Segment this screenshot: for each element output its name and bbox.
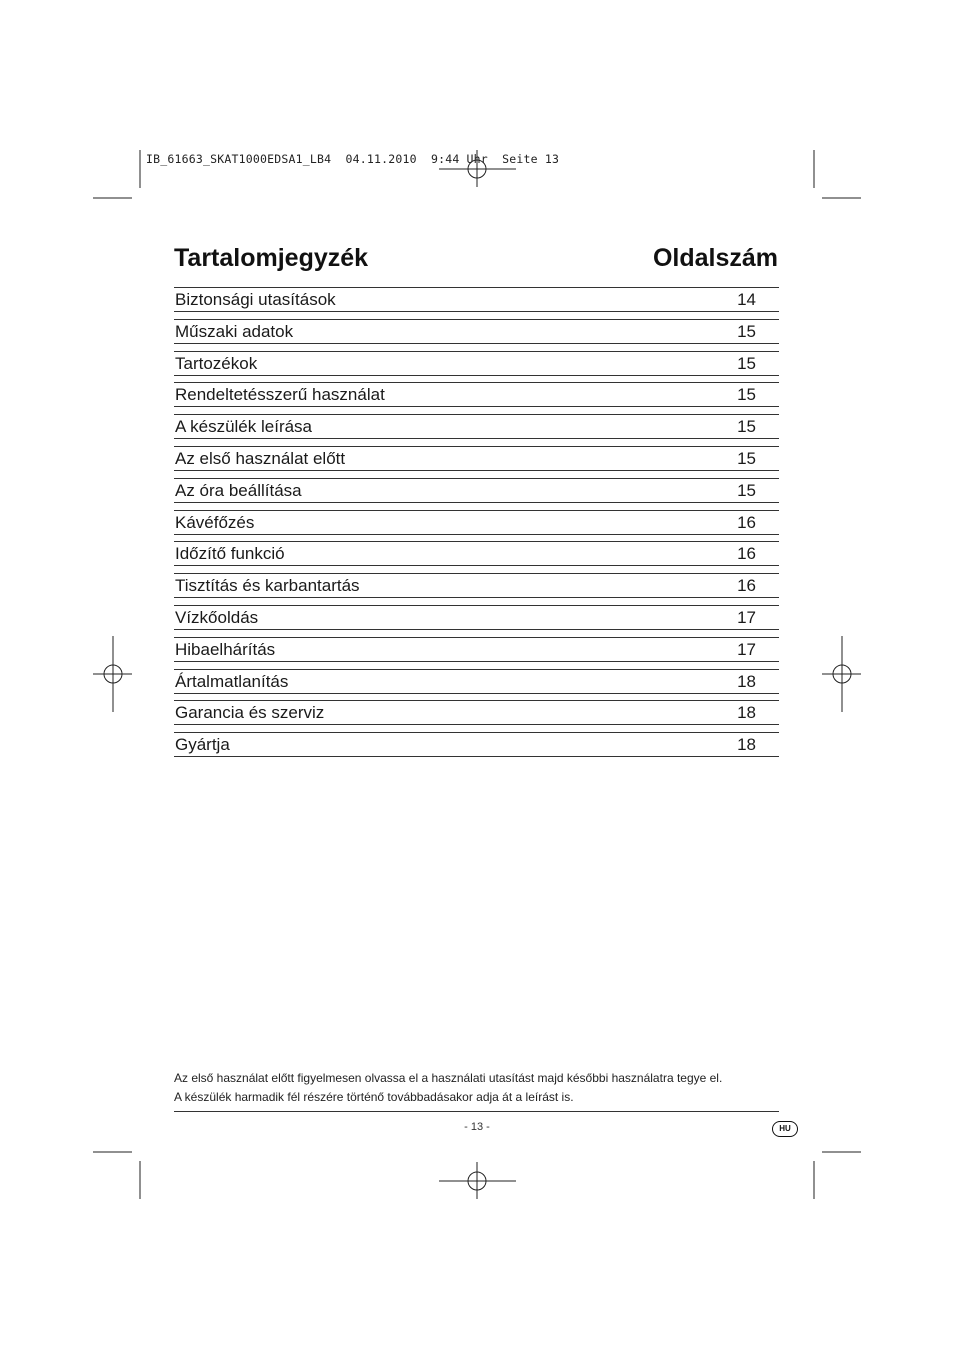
toc-entry-title: Biztonsági utasítások: [175, 290, 336, 309]
toc-entry-page: 18: [737, 703, 756, 723]
toc-entry-title: Vízkőoldás: [175, 607, 259, 627]
toc-entry: [174, 700, 779, 725]
toc-entry-page: 15: [737, 480, 756, 500]
toc-entry: [174, 605, 779, 630]
toc-entry: [174, 414, 779, 439]
toc-entry-page: 14: [737, 290, 756, 309]
toc-entry: [174, 478, 779, 503]
toc-entry-title: A készülék leírása: [175, 417, 313, 437]
toc-entry-title: Ártalmatlanítás: [175, 671, 289, 691]
toc-entry-title: Az első használat előtt: [175, 448, 346, 468]
toc-entry-title: Az óra beállítása: [175, 480, 302, 500]
footer-note-line-1: Az első használat előtt figyelmesen olvassa el a használati utasítást majd későbbi használatra tegye el.: [174, 1071, 723, 1085]
toc-entry: [174, 446, 779, 471]
toc-entry-title: Időzítő funkció: [175, 544, 285, 564]
toc-entry-page: 17: [737, 607, 756, 627]
toc-entry-page: 15: [737, 417, 756, 437]
footer-divider: [174, 1111, 779, 1112]
toc-entry: [174, 637, 779, 662]
footer-note: [174, 1069, 722, 1107]
toc-entry-title: Garancia és szerviz: [175, 703, 325, 723]
toc-entry-page: 18: [737, 735, 756, 755]
page-number-heading: Oldalszám: [652, 244, 778, 272]
toc-entry: [174, 319, 779, 344]
toc-entry-page: 15: [737, 321, 756, 341]
toc-entry-page: 15: [737, 448, 756, 468]
toc-entry: [174, 351, 779, 376]
toc-entry-page: 17: [737, 639, 756, 659]
toc-entry: [174, 287, 779, 312]
toc-entry-title: Tartozékok: [175, 353, 258, 373]
toc-entry-page: 15: [737, 385, 756, 405]
toc-entry-page: 16: [737, 512, 756, 532]
footer-note-line-2: A készülék harmadik fél részére történő továbbadásakor adja át a leírást is.: [174, 1090, 574, 1104]
toc-entry-page: 18: [737, 671, 756, 691]
toc-entry-title: Műszaki adatok: [175, 321, 294, 341]
toc-heading: Tartalomjegyzék: [174, 244, 369, 272]
toc-entry-title: Tisztítás és karbantartás: [175, 576, 360, 596]
toc-entry: [174, 382, 779, 407]
toc-entry-page: 16: [737, 544, 756, 564]
table-of-contents: [174, 287, 779, 764]
toc-entry: [174, 732, 779, 757]
language-badge: HU: [772, 1121, 798, 1137]
toc-entry-page: 16: [737, 576, 756, 596]
toc-entry: [174, 510, 779, 535]
toc-entry-title: Gyártja: [175, 735, 230, 755]
toc-entry: [174, 541, 779, 566]
page-number: - 13 -: [464, 1121, 490, 1133]
toc-entry-title: Rendeltetésszerű használat: [175, 385, 385, 405]
toc-entry: [174, 669, 779, 694]
toc-entry-title: Kávéfőzés: [175, 512, 255, 532]
print-slug: IB_61663_SKAT1000EDSA1_LB4 04.11.2010 9:44 Uhr Seite 13: [146, 152, 560, 166]
toc-entry: [174, 573, 779, 598]
toc-entry-page: 15: [737, 353, 756, 373]
toc-entry-title: Hibaelhárítás: [175, 639, 276, 659]
